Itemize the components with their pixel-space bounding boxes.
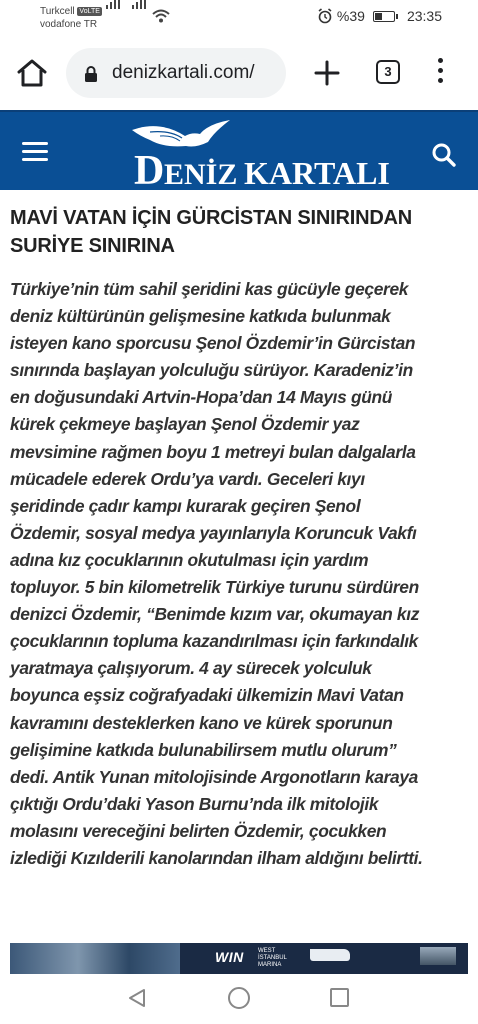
article-body-line: dedi. Antik Yunan mitolojisinde Argonotların karaya <box>10 766 418 787</box>
ad-logo: WIN <box>215 949 244 965</box>
recent-apps-icon[interactable] <box>330 988 349 1007</box>
alarm-icon <box>317 8 333 24</box>
tab-switcher-button[interactable]: 3 <box>376 60 400 84</box>
svg-text:ENİZ: ENİZ <box>164 158 238 190</box>
ad-boat-image <box>310 949 350 961</box>
site-header <box>0 110 478 190</box>
svg-text:D: D <box>134 148 165 190</box>
svg-text:KARTALI: KARTALI <box>244 155 390 190</box>
home-nav-icon[interactable] <box>228 987 250 1009</box>
article <box>0 190 478 940</box>
article-body-line: şeridinde çadır kampı kurarak geçiren Şenol <box>10 495 361 516</box>
article-title-line: MAVİ VATAN İÇİN GÜRCİSTAN SINIRINDAN <box>10 207 413 229</box>
article-body-line: mücadele ederek Ordu’ya vardı. Geceleri kıyı <box>10 468 365 489</box>
article-body-line: yaratmaya çalışıyorum. 4 ay sürecek yolculuk <box>10 658 372 679</box>
article-body-line: sınırında başlayan yolculuğu sürüyor. Karadeniz’in <box>10 360 413 381</box>
battery-percent: %39 <box>336 8 365 24</box>
wifi-icon <box>152 9 170 23</box>
carrier-primary: Turkcell <box>40 6 75 17</box>
back-icon[interactable] <box>126 987 148 1009</box>
article-body-line: Türkiye’nin tüm sahil şeridini kas gücüyle geçerek <box>10 279 409 299</box>
new-tab-icon[interactable] <box>312 58 342 88</box>
article-title-line: SURİYE SINIRINA <box>10 235 175 257</box>
address-bar[interactable] <box>66 48 286 98</box>
article-body-line: çıktığı Ordu’daki Yason Burnu’nda ilk mitolojik <box>10 793 379 814</box>
browser-toolbar <box>0 36 478 110</box>
status-right <box>317 8 442 24</box>
article-body-line: mevsimine rağmen boyu 1 metreyi bulan dalgalarla <box>10 441 416 462</box>
article-body-line: kürek çekmeye başlayan Şenol Özdemir yaz <box>10 414 360 435</box>
article-body-line: en doğusundaki Artvin-Hopa’dan 14 Mayıs günü <box>10 387 393 408</box>
article-body-line: izlediği Kızılderili kanolarından ilham aldığını belirtti. <box>10 847 423 868</box>
more-menu-icon[interactable] <box>434 58 446 88</box>
hamburger-menu-icon[interactable] <box>22 142 48 162</box>
article-body-line: Özdemir, sosyal medya yayınlarıyla Koruncuk Vakfı <box>10 522 417 543</box>
ad-banner[interactable] <box>10 943 468 974</box>
article-body-line: topluyor. 5 bin kilometrelik Türkiye turunu sürdüren <box>10 577 419 598</box>
article-body-line: boyunca eşsiz coğrafyadaki ülkemizin Mavi Vatan <box>10 685 404 706</box>
article-body-line: kavramını desteklerken kano ve kürek sporunun <box>10 712 393 733</box>
battery-icon <box>373 11 395 22</box>
carrier-secondary: vodafone TR <box>40 19 98 30</box>
article-body-line: deniz kültürünün gelişmesine katkıda bulunmak <box>10 306 391 327</box>
ad-logo-subtitle: WEST İSTANBUL MARINA <box>258 948 287 968</box>
article-body-line: adına kız çocuklarının okutulması için yardım <box>10 549 369 570</box>
system-nav-bar <box>0 974 478 1024</box>
carrier-info <box>40 5 102 31</box>
volte-badge: VoLTE <box>79 8 100 15</box>
lock-icon <box>84 66 98 82</box>
clock: 23:35 <box>406 8 442 24</box>
site-logo[interactable] <box>130 118 390 190</box>
url-text: denizkartali.com/ <box>112 62 255 83</box>
home-icon[interactable] <box>16 58 48 88</box>
ad-image <box>10 943 180 974</box>
article-body-line: denizci Özdemir, “Benimde kızım var, okumayan kız <box>10 604 420 625</box>
ad-image-right <box>420 947 456 965</box>
article-body-line: molasını vereceğini belirten Özdemir, çocukken <box>10 820 387 841</box>
status-bar <box>0 0 478 36</box>
article-body-line: gelişimine katkıda bulunabilirsem mutlu olurum” <box>10 739 397 760</box>
article-body <box>10 276 472 872</box>
article-body-line: çocuklarının topluma kazandırılması için farkındalık <box>10 631 418 652</box>
search-icon[interactable] <box>431 142 457 168</box>
article-title <box>10 204 460 260</box>
article-body-line: isteyen kano sporcusu Şenol Özdemir’in Gürcistan <box>10 333 416 354</box>
